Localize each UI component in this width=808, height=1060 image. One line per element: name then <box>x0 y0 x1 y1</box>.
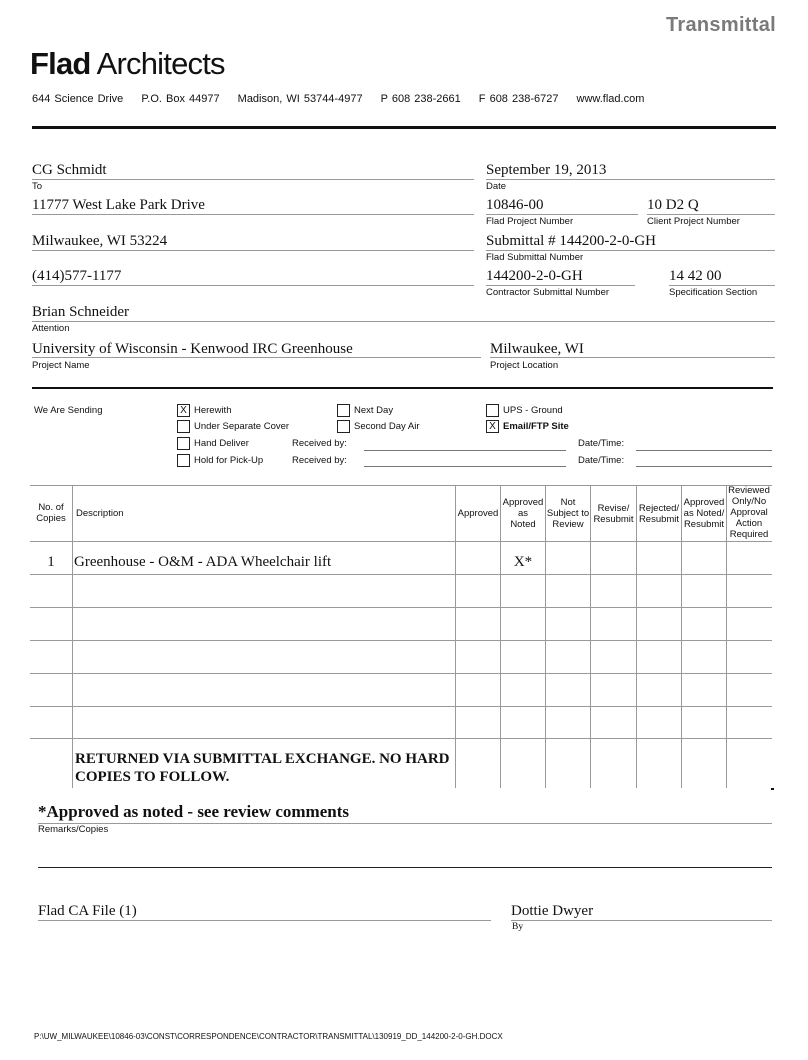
to-line <box>32 179 474 180</box>
project-location-label: Project Location <box>490 360 559 371</box>
by-line <box>511 920 772 921</box>
document-title: Transmittal <box>666 14 776 36</box>
client-project-number-value: 10 D2 Q <box>647 197 699 213</box>
col-divider <box>455 486 456 788</box>
specification-section-label: Specification Section <box>669 287 758 298</box>
header-reviewed-only <box>726 485 772 540</box>
header-not-subject-line: Not <box>560 497 576 508</box>
col-divider <box>681 486 682 788</box>
address-web: www.flad.com <box>576 93 645 105</box>
header-not-subject-line: Subject to <box>546 508 590 519</box>
header-not-subject-line: Review <box>552 519 584 530</box>
header-rule <box>32 126 776 129</box>
herewith-label: Herewith <box>194 405 232 416</box>
header-approved-as-noted-line: as <box>517 508 529 519</box>
date-time-label-2: Date/Time: <box>578 455 625 466</box>
row-divider <box>30 607 772 608</box>
col-divider <box>545 486 546 788</box>
project-name-value: University of Wisconsin - Kenwood IRC Greenhouse <box>32 341 353 357</box>
col-divider <box>590 486 591 788</box>
hand-deliver-label: Hand Deliver <box>194 438 249 449</box>
attention-value: Brian Schneider <box>32 304 130 320</box>
city-value: Milwaukee, WI 53224 <box>32 233 168 249</box>
flad-submittal-number-line <box>486 250 775 251</box>
to-value: CG Schmidt <box>32 162 107 178</box>
header-description-line: Description <box>76 508 124 519</box>
header-copies <box>30 502 72 524</box>
row1-approved-as-noted-mark: X* <box>513 554 533 570</box>
header-description <box>76 508 124 519</box>
date-time-line-2 <box>636 466 772 467</box>
received-by-line-1 <box>364 450 566 451</box>
row-divider <box>30 738 772 739</box>
date-label: Date <box>486 181 507 192</box>
remarks-line <box>38 823 772 824</box>
header-revise-line: Resubmit <box>593 514 634 525</box>
flad-project-number-line <box>486 214 638 215</box>
hand-deliver-checkbox[interactable] <box>177 437 190 450</box>
header-reviewed-only-line: Action <box>735 518 763 529</box>
email-ftp-checkbox[interactable]: X <box>486 420 499 433</box>
header-copies-line: Copies <box>36 513 66 524</box>
received-by-line-2 <box>364 466 566 467</box>
city-line <box>32 250 474 251</box>
header-approved-noted-resubmit <box>681 497 727 530</box>
row-divider <box>30 574 772 575</box>
file-path-footer: P:\UW_MILWAUKEE\10846-03\CONST\CORRESPONDENCE\CONTRACTOR\TRANSMITTAL\130919_DD_144200-2-0-GH.DOCX <box>34 1032 503 1041</box>
header-revise-line: Revise/ <box>597 503 630 514</box>
header-reviewed-only-line: Reviewed <box>728 485 770 496</box>
returned-note-line2: COPIES TO FOLLOW. <box>75 769 230 785</box>
next-day-label: Next Day <box>354 405 394 416</box>
row-divider <box>30 640 772 641</box>
header-revise <box>590 503 637 525</box>
date-time-label-1: Date/Time: <box>578 438 625 449</box>
received-by-label-2: Received by: <box>292 455 347 466</box>
company-address <box>32 93 658 105</box>
header-approved-as-noted <box>500 497 546 530</box>
separate-cover-label: Under Separate Cover <box>194 421 290 432</box>
to-label: To <box>32 181 43 192</box>
header-rejected <box>636 503 682 525</box>
header-reviewed-only-line: Approval <box>730 507 768 518</box>
row-divider <box>30 541 772 542</box>
header-approved-as-noted-line: Noted <box>510 519 536 530</box>
attention-line <box>32 321 775 322</box>
header-rejected-line: Resubmit <box>638 514 680 525</box>
col-divider <box>72 486 73 788</box>
second-day-air-label: Second Day Air <box>354 421 420 432</box>
date-line <box>486 179 775 180</box>
herewith-checkbox[interactable]: X <box>177 404 190 417</box>
col-divider <box>500 486 501 788</box>
remarks-value: *Approved as noted - see review comments <box>38 802 349 821</box>
by-label: By <box>512 922 524 932</box>
header-approved-line: Approved <box>457 508 499 519</box>
remarks-second-line <box>38 867 772 868</box>
phone-value: (414)577-1177 <box>32 268 122 284</box>
table-corner-mark <box>771 788 774 790</box>
header-approved-noted-resubmit-line: Resubmit <box>683 519 725 530</box>
returned-note-line1: RETURNED VIA SUBMITTAL EXCHANGE. NO HARD <box>75 751 450 767</box>
received-by-label-1: Received by: <box>292 438 347 449</box>
contractor-submittal-number-line <box>486 285 635 286</box>
street-value: 11777 West Lake Park Drive <box>32 197 205 213</box>
phone-line <box>32 285 474 286</box>
address-pobox: P.O. Box 44977 <box>141 93 220 105</box>
header-approved-noted-resubmit-line: as Noted/ <box>683 508 725 519</box>
ups-ground-checkbox[interactable] <box>486 404 499 417</box>
hold-pickup-checkbox[interactable] <box>177 454 190 467</box>
row-divider <box>30 706 772 707</box>
logo-rest: Architects <box>90 46 225 81</box>
email-ftp-label: Email/FTP Site <box>503 421 569 432</box>
sending-label: We Are Sending <box>34 405 103 416</box>
row1-description: Greenhouse - O&M - ADA Wheelchair lift <box>74 554 332 570</box>
separate-cover-checkbox[interactable] <box>177 420 190 433</box>
project-name-line <box>32 357 481 358</box>
hold-pickup-label: Hold for Pick-Up <box>194 455 264 466</box>
header-reviewed-only-line: Only/No <box>731 496 767 507</box>
street-line <box>32 214 474 215</box>
address-phone: P 608 238-2661 <box>380 93 461 105</box>
copy-to-line <box>38 920 491 921</box>
address-city: Madison, WI 53744-4977 <box>237 93 363 105</box>
flad-submittal-number-value: Submittal # 144200-2-0-GH <box>486 233 656 249</box>
client-project-number-label: Client Project Number <box>647 216 740 227</box>
row-divider <box>30 673 772 674</box>
items-table <box>30 485 772 788</box>
address-fax: F 608 238-6727 <box>478 93 559 105</box>
next-day-checkbox[interactable] <box>337 404 350 417</box>
row1-copies: 1 <box>47 554 55 570</box>
header-rejected-line: Rejected/ <box>638 503 680 514</box>
project-location-line <box>490 357 775 358</box>
remarks-label: Remarks/Copies <box>38 824 109 835</box>
header-not-subject <box>545 497 591 530</box>
company-logo <box>30 46 225 82</box>
contractor-submittal-number-value: 144200-2-0-GH <box>486 268 583 284</box>
project-location-value: Milwaukee, WI <box>490 341 584 357</box>
copy-to-value: Flad CA File (1) <box>38 903 137 919</box>
header-approved-as-noted-line: Approved <box>502 497 544 508</box>
ups-ground-label: UPS - Ground <box>503 405 563 416</box>
client-project-number-line <box>647 214 775 215</box>
flad-project-number-value: 10846-00 <box>486 197 544 213</box>
specification-section-line <box>669 285 775 286</box>
col-divider <box>636 486 637 788</box>
section-rule <box>32 387 773 389</box>
header-approved-noted-resubmit-line: Approved <box>683 497 725 508</box>
attention-label: Attention <box>32 323 70 334</box>
logo-bold: Flad <box>30 46 91 81</box>
date-value: September 19, 2013 <box>486 162 607 178</box>
by-name-value: Dottie Dwyer <box>511 903 594 919</box>
address-street: 644 Science Drive <box>32 93 124 105</box>
specification-section-value: 14 42 00 <box>669 268 722 284</box>
date-time-line-1 <box>636 450 772 451</box>
header-approved <box>455 508 501 519</box>
second-day-air-checkbox[interactable] <box>337 420 350 433</box>
header-copies-line: No. of <box>38 502 64 513</box>
contractor-submittal-number-label: Contractor Submittal Number <box>486 287 610 298</box>
flad-project-number-label: Flad Project Number <box>486 216 574 227</box>
flad-submittal-number-label: Flad Submittal Number <box>486 252 584 263</box>
project-name-label: Project Name <box>32 360 90 371</box>
header-reviewed-only-line: Required <box>729 529 769 540</box>
